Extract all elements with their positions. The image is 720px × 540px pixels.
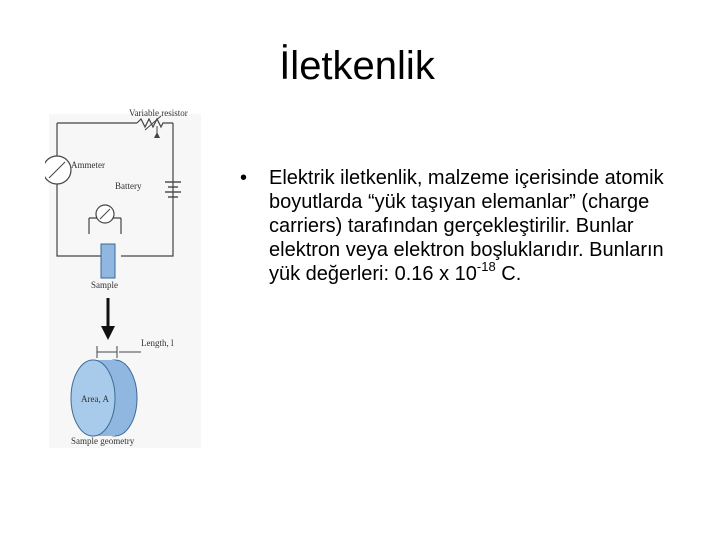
label-sample-geometry: Sample geometry (71, 436, 135, 446)
bullet-text-main: Elektrik iletkenlik, malzeme içerisinde atomik boyutlarda “yük taşıyan elemanlar” (charge carriers) tarafından gerçekleştirilir. Bunlar elektron veya elektron boşluklarıdır. Bunların yük değerleri: 0.16 x 10 (269, 167, 664, 285)
label-area: Area, A (81, 394, 109, 404)
slide-title (0, 44, 720, 89)
ammeter-icon (45, 156, 71, 184)
label-battery: Battery (115, 181, 142, 191)
label-sample: Sample (91, 280, 118, 290)
label-length: Length, l (141, 338, 174, 348)
bullet-exponent: -18 (476, 259, 496, 274)
sample-rod (101, 244, 115, 278)
circuit-diagram-svg (45, 106, 205, 451)
label-variable-resistor: Variable resistor (129, 108, 188, 118)
conductivity-circuit-figure (45, 106, 205, 451)
bullet-marker: • (240, 167, 248, 189)
label-ammeter: Ammeter (71, 160, 105, 170)
bullet-text-end: C. (495, 263, 522, 285)
bullet-text (269, 166, 699, 286)
slide-title-text: İletkenlik (279, 44, 435, 88)
